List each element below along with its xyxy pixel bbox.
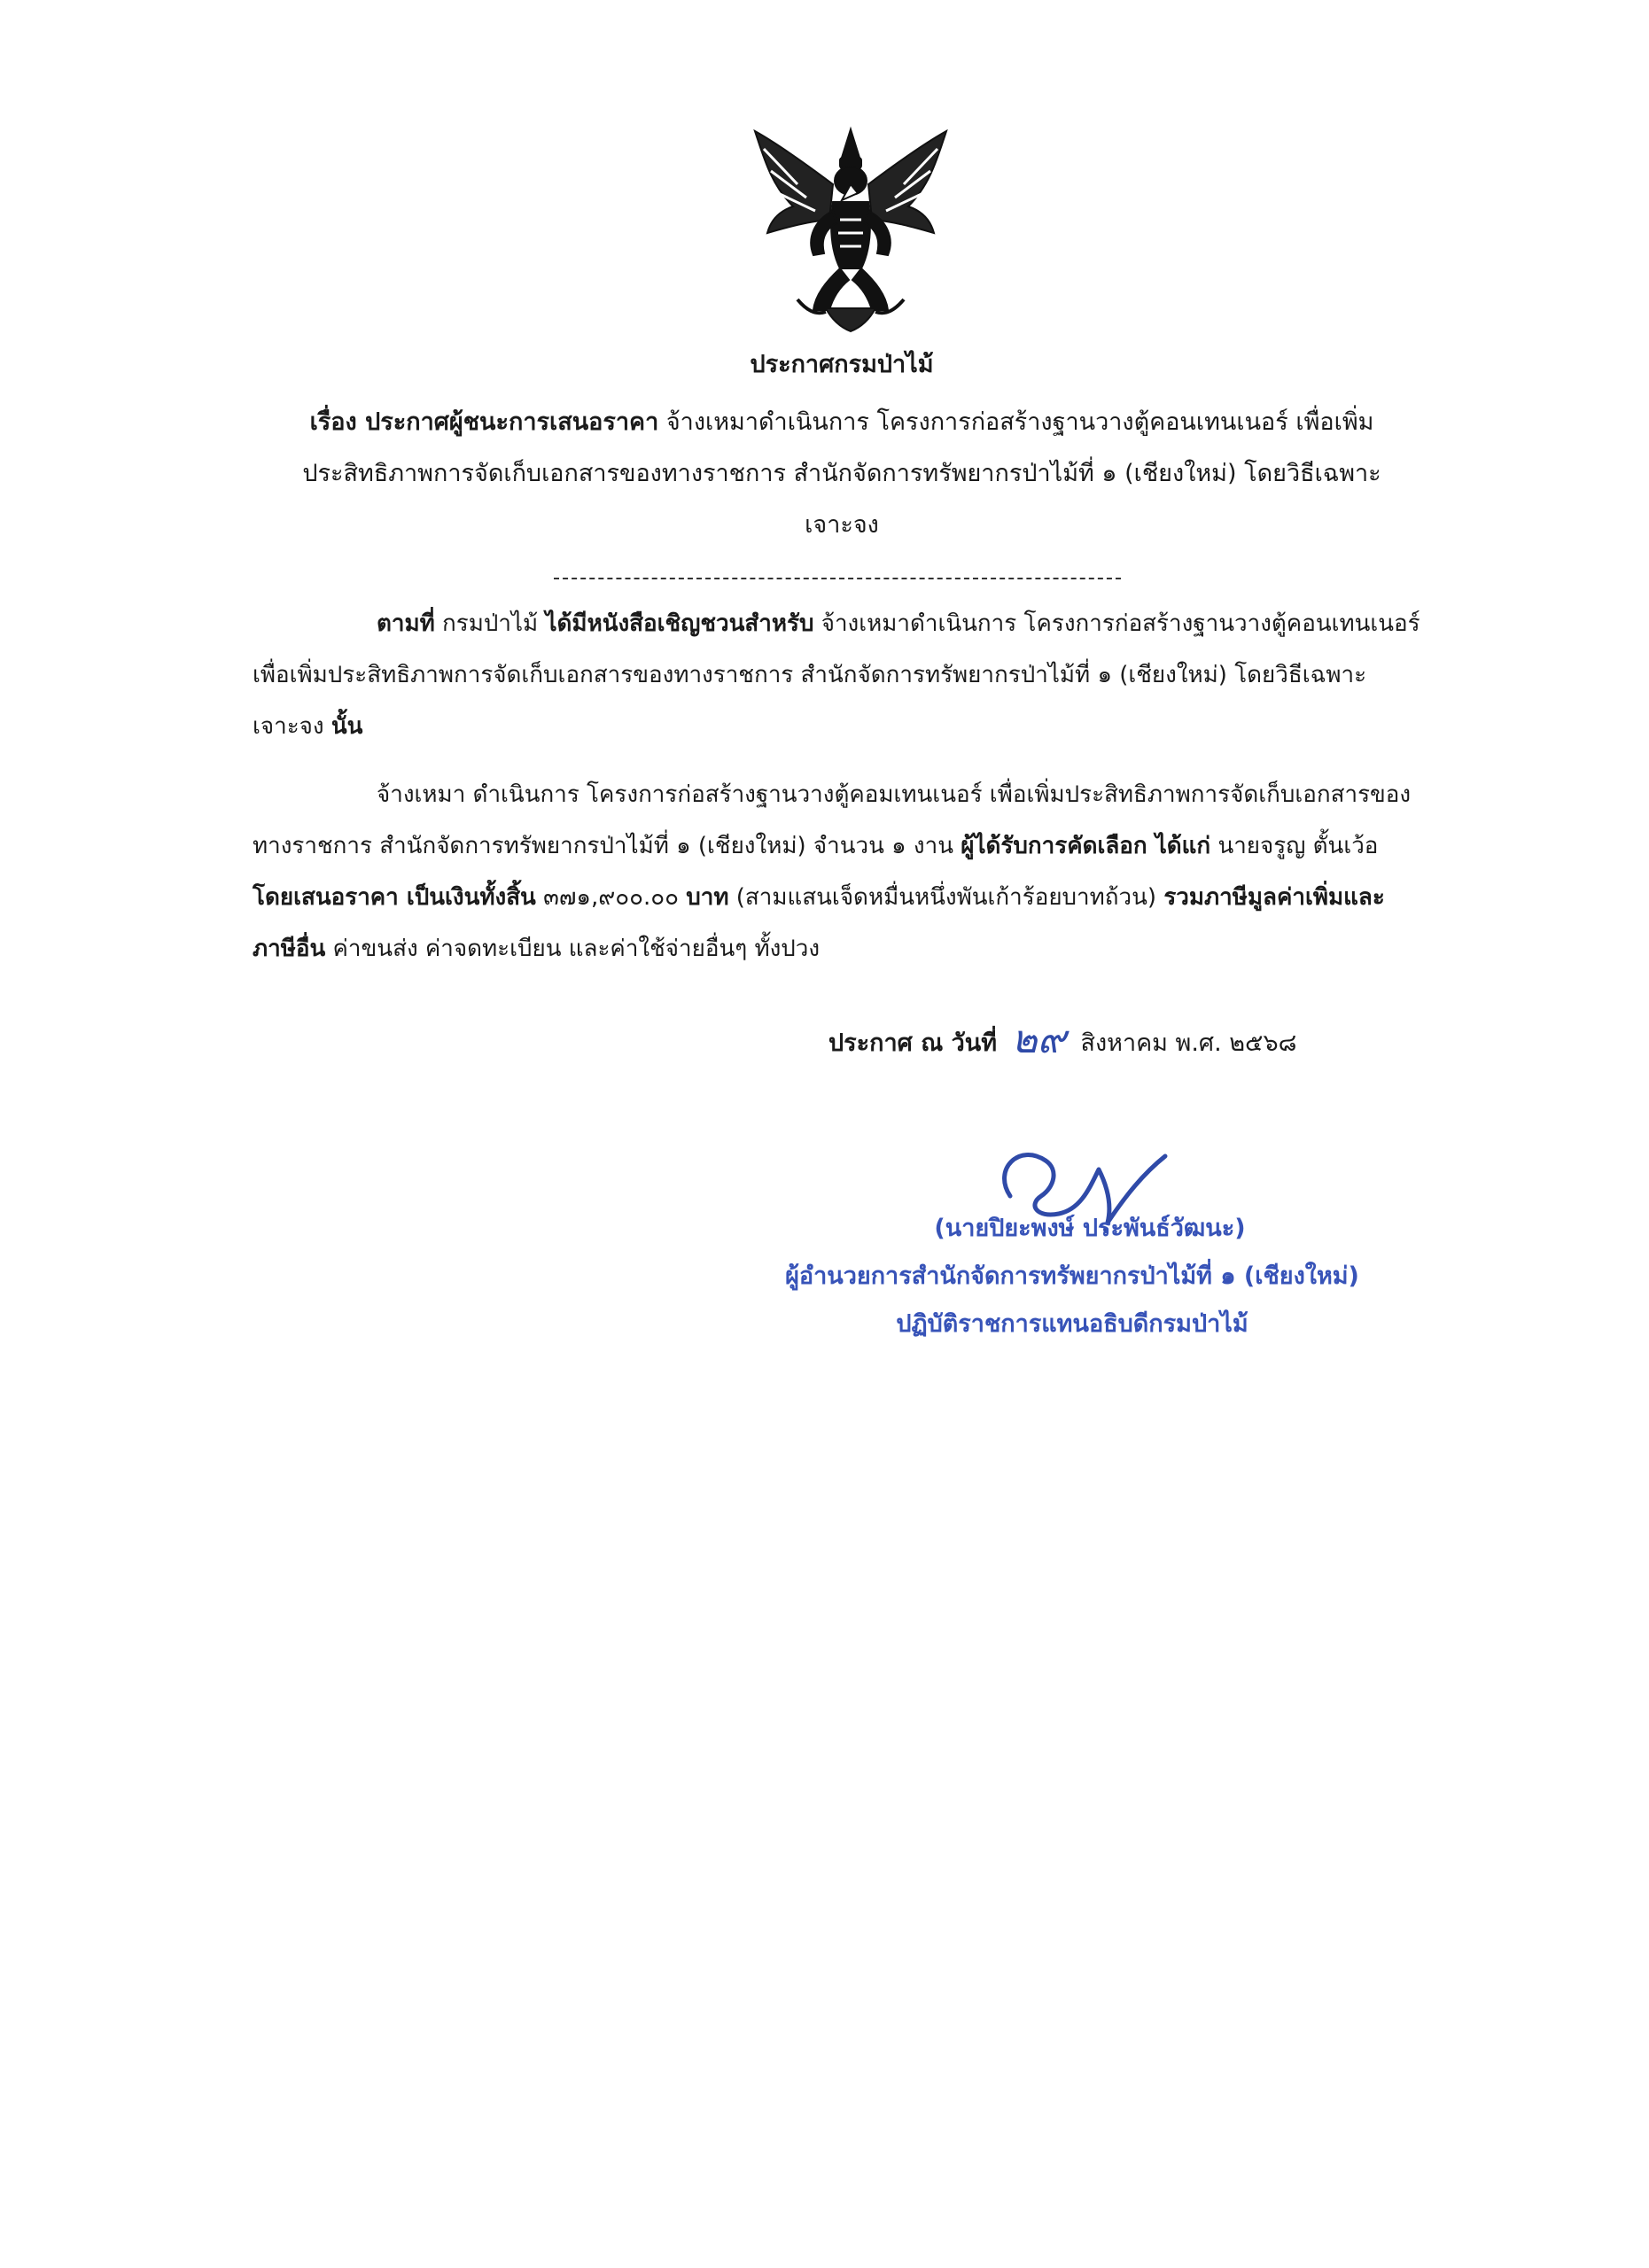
announce-month-year: สิงหาคม พ.ศ. ๒๕๖๘ [1080,1029,1297,1057]
signer-name: (นายปิยะพงษ์ ประพันธ์วัฒนะ) [934,1215,1246,1242]
p1-body: จ้างเหมาดำเนินการ โครงการก่อสร้างฐานวางตู้คอนเทนเนอร์ เพื่อเพิ่มประสิทธิภาพการจัดเก็บเอกสารของทางราชการ สำนักจัดการทรัพยากรป่าไม้ที่ ๑ (เชียงใหม่) โดยวิธีเฉพาะเจาะจง [253,610,1420,740]
subject-text: จ้างเหมาดำเนินการ โครงการก่อสร้างฐานวางตู้คอนเทนเนอร์ เพื่อเพิ่มประสิทธิภาพการจัดเก็บเอกสารของทางราชการ สำนักจัดการทรัพยากรป่าไม้ที่ ๑ (เชียงใหม่) โดยวิธีเฉพาะเจาะจง [302,408,1381,539]
signer-position: ผู้อำนวยการสำนักจัดการทรัพยากรป่าไม้ที่ ๑ (เชียงใหม่) [785,1262,1359,1290]
p1-end: นั้น [331,713,363,740]
p1-bold: ได้มีหนังสือเชิญชวนสำหรับ [545,610,814,637]
title-divider [554,578,1121,579]
paragraph-2 [253,769,1422,975]
p1-org: กรมป่าไม้ [442,610,539,637]
signer-block [771,1205,1373,1348]
announcement-date [828,1019,1296,1063]
p1-lead: ตามที่ [377,610,435,637]
announce-label: ประกาศ ณ วันที่ [828,1029,998,1057]
document-subject [266,397,1418,551]
announce-day: ๒๙ [1011,1017,1066,1062]
p2-price-label: โดยเสนอราคา เป็นเงินทั้งสิ้น [253,884,536,911]
subject-label: เรื่อง ประกาศผู้ชนะการเสนอราคา [309,408,659,436]
p2-selected-label: ผู้ได้รับการคัดเลือก ได้แก่ [961,833,1211,859]
p2-body: จ้างเหมา ดำเนินการ โครงการก่อสร้างฐานวางตู้คอมเทนเนอร์ เพื่อเพิ่มประสิทธิภาพการจัดเก็บเอกสารของทางราชการ สำนักจัดการทรัพยากรป่าไม้ที่ ๑ (เชียงใหม่) จำนวน ๑ งาน [253,781,1412,859]
p2-amount: ๓๗๑,๙๐๐.๐๐ [543,884,679,911]
p2-vat-label: รวมภาษีมูลค่าเพิ่มและภาษีอื่น [253,884,1385,962]
paragraph-1 [253,598,1422,752]
p2-amount-words: (สามแสนเจ็ดหมื่นหนึ่งพันเก้าร้อยบาทถ้วน) [735,884,1157,911]
document-heading: ประกาศกรมป่าไม้ [750,351,934,378]
signer-acting: ปฏิบัติราชการแทนอธิบดีกรมป่าไม้ [896,1310,1248,1338]
p2-winner: นายจรูญ ตั้นเว้อ [1217,833,1379,859]
title-block [266,344,1418,551]
p2-currency: บาท [686,884,729,911]
garuda-emblem-icon [744,122,957,335]
p2-tail: ค่าขนส่ง ค่าจดทะเบียน และค่าใช้จ่ายอื่นๆ ทั้งปวง [332,936,821,962]
